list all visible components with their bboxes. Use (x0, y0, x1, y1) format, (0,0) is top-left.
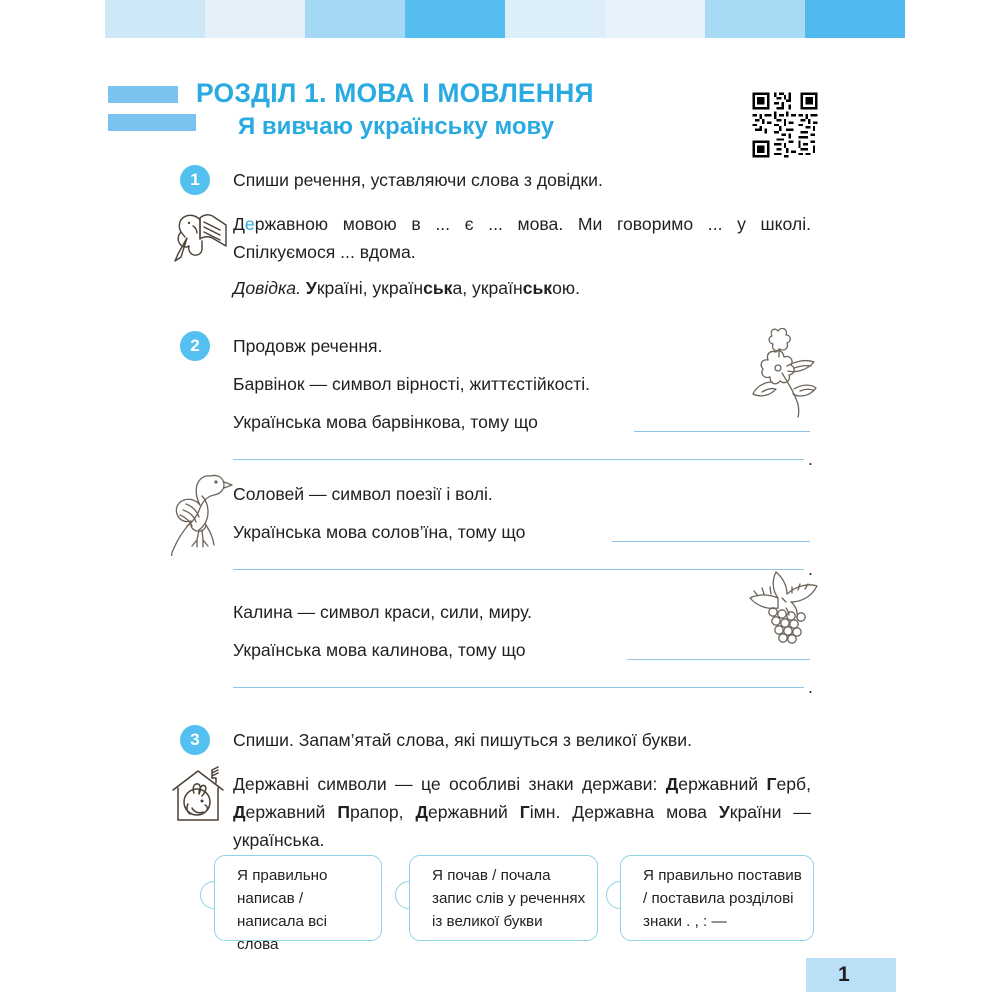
answer-line-1b[interactable] (233, 459, 804, 460)
ex3-part-10: Д (415, 802, 428, 822)
answer-end-mark-1: . (808, 449, 813, 469)
reference-part-3: ськ (423, 278, 453, 298)
page-header (0, 78, 1000, 158)
stripe-block-5 (505, 0, 605, 38)
reference-part-4: а, україн (452, 278, 523, 298)
self-assessment-item-1[interactable] (200, 855, 382, 953)
ex3-part-9: рапор, (349, 802, 416, 822)
exercise-number-badge-2: 2 (180, 331, 210, 361)
exercise-number-badge-3: 3 (180, 725, 210, 755)
ex3-part-2: Д (665, 774, 679, 794)
answer-line-2b[interactable] (233, 569, 804, 570)
exercise-2-item-2-continuation: Українська мова солов’їна, тому що (233, 522, 526, 542)
exercise-2-item-1-statement: Барвінок — символ вірності, життєстійкості. (233, 374, 591, 394)
ex3-part-8: П (337, 802, 350, 822)
exercise-1-reference (233, 274, 811, 302)
stripe-block-4 (405, 0, 505, 38)
stripe-block-8 (805, 0, 905, 38)
self-assessment-text-1: Я правильно написав / написала всі слова (214, 855, 382, 941)
answer-line-3a[interactable] (627, 659, 810, 660)
exercise-2-item-2-statement: Соловей — символ поезії і волі. (233, 484, 493, 504)
header-accent-bar-top (108, 86, 178, 103)
header-accent-bar-bottom (108, 114, 196, 131)
reference-label: Довідка. (233, 278, 301, 298)
passage-accent-letter: е (244, 214, 255, 234)
exercise-1-passage (233, 210, 811, 266)
reference-part-6: ою. (552, 278, 580, 298)
ex3-part-15: країни — українська. (233, 802, 811, 850)
ex3-part-1: Державні символи — це особливі знаки держави: (233, 774, 666, 794)
stripe-block-3 (305, 0, 405, 38)
ex3-part-12: Г (519, 802, 530, 822)
answer-end-mark-3: . (808, 677, 813, 697)
stripe-left-spacer (0, 0, 105, 38)
ex3-part-4: Г (766, 774, 777, 794)
ex3-part-11: ержавний (428, 802, 520, 822)
reference-part-2: країні, україн (316, 278, 424, 298)
self-assessment-item-2[interactable] (395, 855, 598, 941)
ex3-part-5: ерб, (776, 774, 812, 794)
page-title: РОЗДІЛ 1. МОВА І МОВЛЕННЯ (196, 78, 594, 108)
reference-part-1: У (305, 278, 317, 298)
exercise-2-item-3-statement: Калина — символ краси, сили, миру. (233, 602, 533, 622)
ex3-part-3: ержавний (678, 774, 767, 794)
answer-line-3b[interactable] (233, 687, 804, 688)
exercise-3-prompt: Спиши. Запам’ятай слова, які пишуться з великої букви. (233, 730, 692, 750)
stripe-block-6 (605, 0, 705, 38)
stripe-block-1 (105, 0, 205, 38)
answer-line-2a[interactable] (612, 541, 810, 542)
passage-part-1: Д (233, 214, 245, 234)
ex3-part-7: ержавний (245, 802, 338, 822)
self-assessment-item-3[interactable] (606, 855, 814, 941)
top-decorative-stripe (0, 0, 1000, 38)
qr-code-icon[interactable] (750, 90, 820, 160)
exercise-1-prompt: Спиши речення, уставляючи слова з довідки. (233, 170, 603, 190)
self-assessment-text-2: Я почав / почала запис слів у реченнях із великої букви (409, 855, 598, 941)
stripe-block-2 (205, 0, 305, 38)
exercise-2-item-1-continuation: Українська мова барвінкова, тому що (233, 412, 538, 432)
exercise-2 (0, 328, 1000, 698)
ex3-part-6: Д (233, 802, 246, 822)
house-with-rabbit-icon (168, 766, 230, 828)
page-subtitle: Я вивчаю українську мову (238, 113, 555, 140)
exercise-number-badge-1: 1 (180, 165, 210, 195)
exercise-1 (0, 162, 1000, 312)
exercise-2-item-3-continuation: Українська мова калинова, тому що (233, 640, 526, 660)
answer-end-mark-2: . (808, 559, 813, 579)
header-titles (196, 78, 736, 142)
ex3-part-13: імн. Державна мова (529, 802, 719, 822)
passage-part-3: ржавною мовою в ... є ... мова. Ми говоримо ... у школі. Спілкуємося ... вдома. (233, 214, 811, 262)
self-assessment-text-3: Я правильно поставив / поставила розділові знаки . , : — (620, 855, 814, 941)
exercise-2-prompt: Продовж речення. (233, 336, 383, 356)
answer-line-1a[interactable] (634, 431, 810, 432)
exercise-3-passage (233, 770, 811, 854)
reference-part-5: ськ (522, 278, 553, 298)
nightingale-bird-icon (166, 468, 238, 556)
ex3-part-14: У (718, 802, 730, 822)
page-number-box (806, 958, 896, 992)
self-assessment-row (0, 855, 1000, 953)
page-number: 1 (838, 963, 850, 986)
exercise-3 (0, 722, 1000, 850)
hand-writing-with-book-icon (170, 208, 232, 266)
stripe-block-7 (705, 0, 805, 38)
